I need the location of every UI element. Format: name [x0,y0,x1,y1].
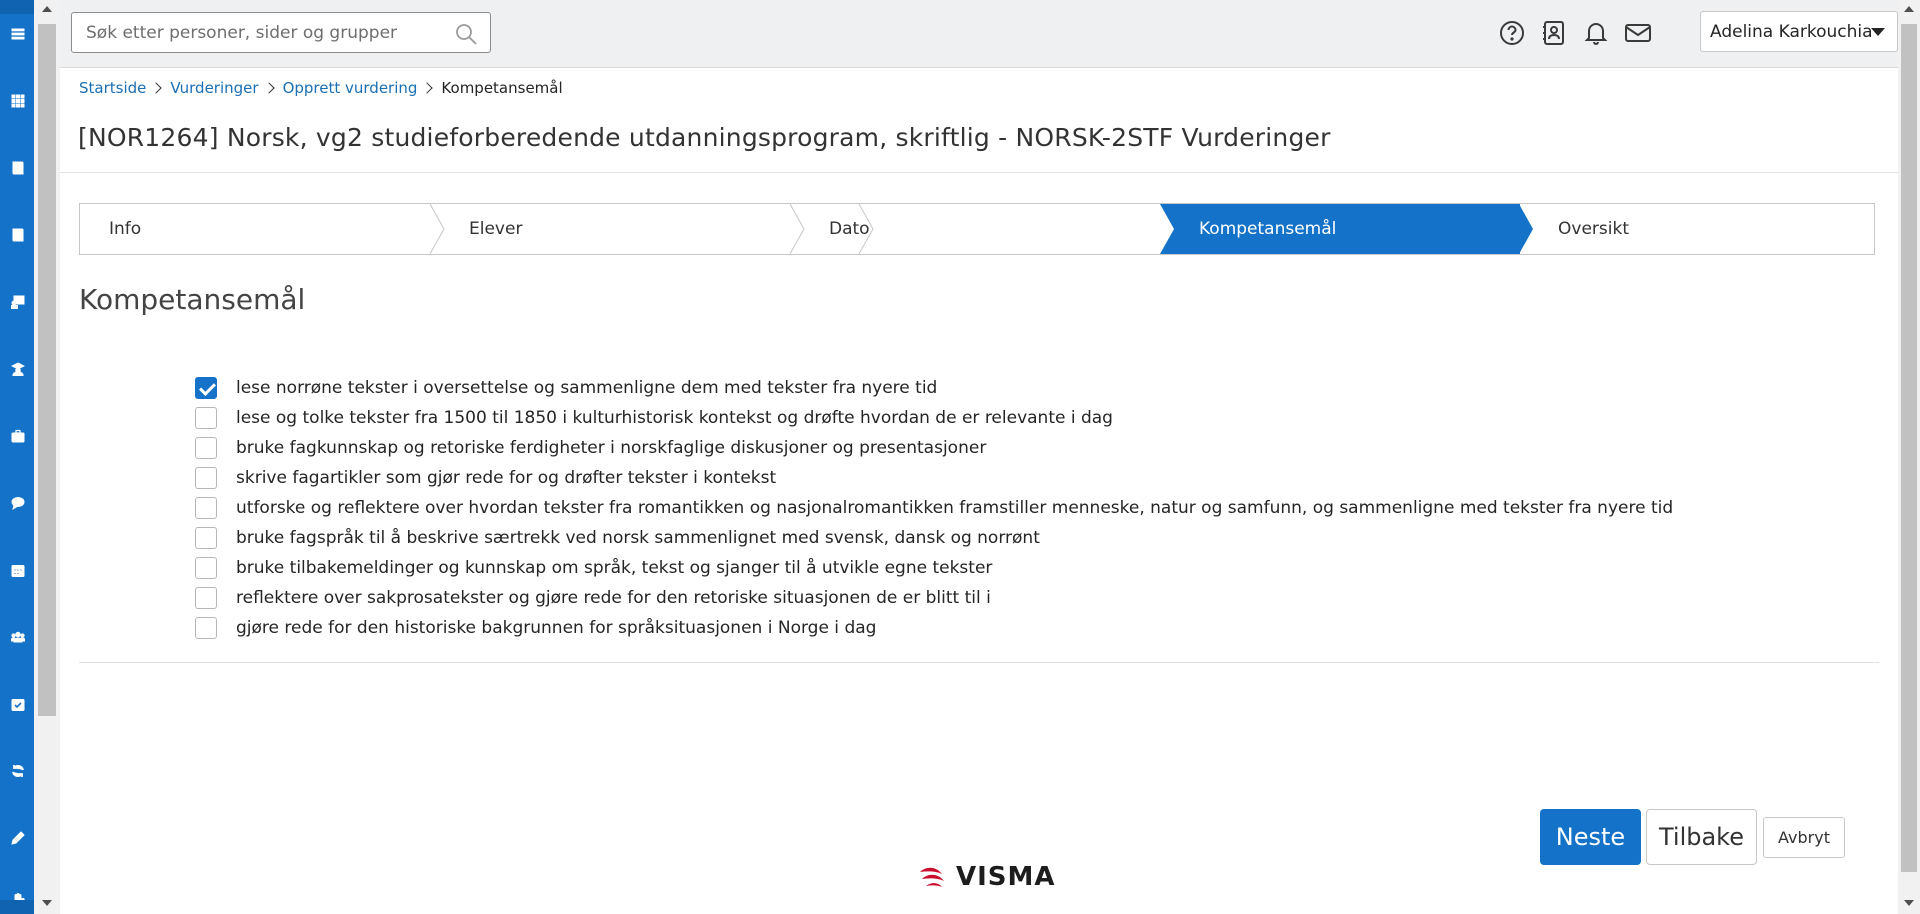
breadcrumb [79,79,563,97]
chevron-right-icon [422,82,433,93]
breadcrumb-link-vurderinger[interactable]: Vurderinger [170,79,259,97]
wizard-steps [79,203,1875,255]
scroll-down-arrow[interactable] [1904,900,1914,906]
scroll-up-arrow[interactable] [42,6,52,12]
goal-text: lese og tolke tekster fra 1500 til 1850 i kulturhistorisk kontekst og drøfte hvordan de er relevante i dag [236,408,1113,428]
goal-text: gjøre rede for den historiske bakgrunnen for språksituasjonen i Norge i dag [236,618,877,638]
mail-icon[interactable] [1624,19,1652,47]
user-menu-button[interactable] [1700,11,1898,52]
breadcrumb-link-startside[interactable]: Startside [79,79,147,97]
graduation-icon[interactable] [11,362,25,376]
scroll-up-arrow[interactable] [1904,6,1914,12]
goal-text: reflektere over sakprosatekster og gjøre rede for den retoriske situasjonen de er blitt til i [236,588,991,608]
group-icon[interactable] [11,630,25,644]
goal-checkbox[interactable] [195,527,217,549]
breadcrumb-current: Kompetansemål [441,79,563,97]
sync-icon[interactable] [11,764,25,778]
search-input[interactable] [86,23,446,43]
goal-checkbox[interactable] [195,407,217,429]
goal-checkbox[interactable] [195,617,217,639]
apps-grid-icon[interactable] [11,94,25,108]
visma-wordmark: VISMA [956,862,1056,892]
menu-icon[interactable] [11,27,25,41]
left-sidebar [0,0,34,914]
cancel-button[interactable]: Avbryt [1763,817,1845,858]
goal-checkbox[interactable] [195,497,217,519]
wizard-step-kompetansemal[interactable] [1160,204,1520,254]
goal-text: bruke tilbakemeldinger og kunnskap om språk, tekst og sjanger til å utvikle egne tekster [236,558,993,578]
user-name: Adelina Karkouchia [1710,21,1873,42]
wizard-step-info[interactable] [80,204,440,254]
help-icon[interactable] [1498,19,1526,47]
book-icon[interactable] [11,161,25,175]
divider [60,172,1898,173]
goal-text: utforske og reflektere over hvordan tekster fra romantikken og nasjonalromantikken framstiller menneske, natur og samfunn, og sammenligne med tekster fra nyere tid [236,498,1674,518]
goal-text: skrive fagartikler som gjør rede for og drøfter tekster i kontekst [236,468,777,488]
top-icons [1498,19,1652,47]
briefcase-icon[interactable] [11,429,25,443]
chevron-right-icon [151,82,162,93]
chat-icon[interactable] [11,496,25,510]
calendar-check-icon[interactable] [11,697,25,711]
list-item[interactable] [195,403,1673,433]
main-content [60,69,1898,914]
goal-text: bruke fagkunnskap og retoriske ferdigheter i norskfaglige diskusjoner og presentasjoner [236,438,987,458]
goal-text: bruke fagspråk til å beskrive særtrekk ved norsk sammenlignet med svensk, dansk og norrønt [236,528,1040,548]
top-bar [60,0,1898,68]
page-title: [NOR1264] Norsk, vg2 studieforberedende utdanningsprogram, skriftlig - NORSK-2STF Vurderinger [78,123,1331,152]
competence-goals-list [195,373,1673,643]
pencil-icon[interactable] [11,831,25,845]
wizard-step-label: Elever [469,219,523,239]
next-button[interactable]: Neste [1540,809,1641,865]
scrollbar-thumb[interactable] [38,24,56,716]
goal-checkbox[interactable] [195,437,217,459]
goal-checkbox[interactable] [195,377,217,399]
goal-checkbox[interactable] [195,467,217,489]
list-item[interactable] [195,493,1673,523]
breadcrumb-link-opprett-vurdering[interactable]: Opprett vurdering [282,79,418,97]
list-item[interactable] [195,463,1673,493]
visma-logo-icon [918,864,950,890]
visma-logo [918,862,1056,892]
page-scrollbar[interactable] [1898,0,1920,914]
wizard-step-label: Kompetansemål [1199,219,1337,239]
wizard-step-label: Info [109,219,142,239]
goal-text: lese norrøne tekster i oversettelse og sammenligne dem med tekster fra nyere tid [236,378,938,398]
wizard-step-elever[interactable] [440,204,800,254]
scrollbar-thumb[interactable] [1901,24,1917,872]
sidebar-scroll-up[interactable] [0,0,34,14]
list-item[interactable] [195,553,1673,583]
wizard-step-label: Dato [829,219,870,239]
search-box[interactable] [71,12,491,53]
chevron-right-icon [263,82,274,93]
back-button[interactable]: Tilbake [1646,809,1757,865]
presentation-icon[interactable] [11,295,25,309]
list-item[interactable] [195,613,1673,643]
wizard-step-oversikt[interactable] [1520,204,1874,254]
list-item[interactable] [195,433,1673,463]
divider [79,662,1879,663]
search-icon[interactable] [454,22,478,46]
list-item[interactable] [195,523,1673,553]
goal-checkbox[interactable] [195,587,217,609]
wizard-step-label: Oversikt [1558,219,1629,239]
sidebar-scroll-down[interactable] [0,900,34,914]
calendar-icon[interactable] [11,563,25,577]
list-item[interactable] [195,373,1673,403]
wizard-step-dato[interactable] [800,204,1160,254]
contacts-icon[interactable] [1540,19,1568,47]
section-title: Kompetansemål [79,283,306,316]
caret-down-icon [1871,28,1885,36]
sidebar-scrollbar[interactable] [34,0,60,914]
list-item[interactable] [195,583,1673,613]
scroll-down-arrow[interactable] [42,900,52,906]
bell-icon[interactable] [1582,19,1610,47]
book-icon[interactable] [11,228,25,242]
goal-checkbox[interactable] [195,557,217,579]
